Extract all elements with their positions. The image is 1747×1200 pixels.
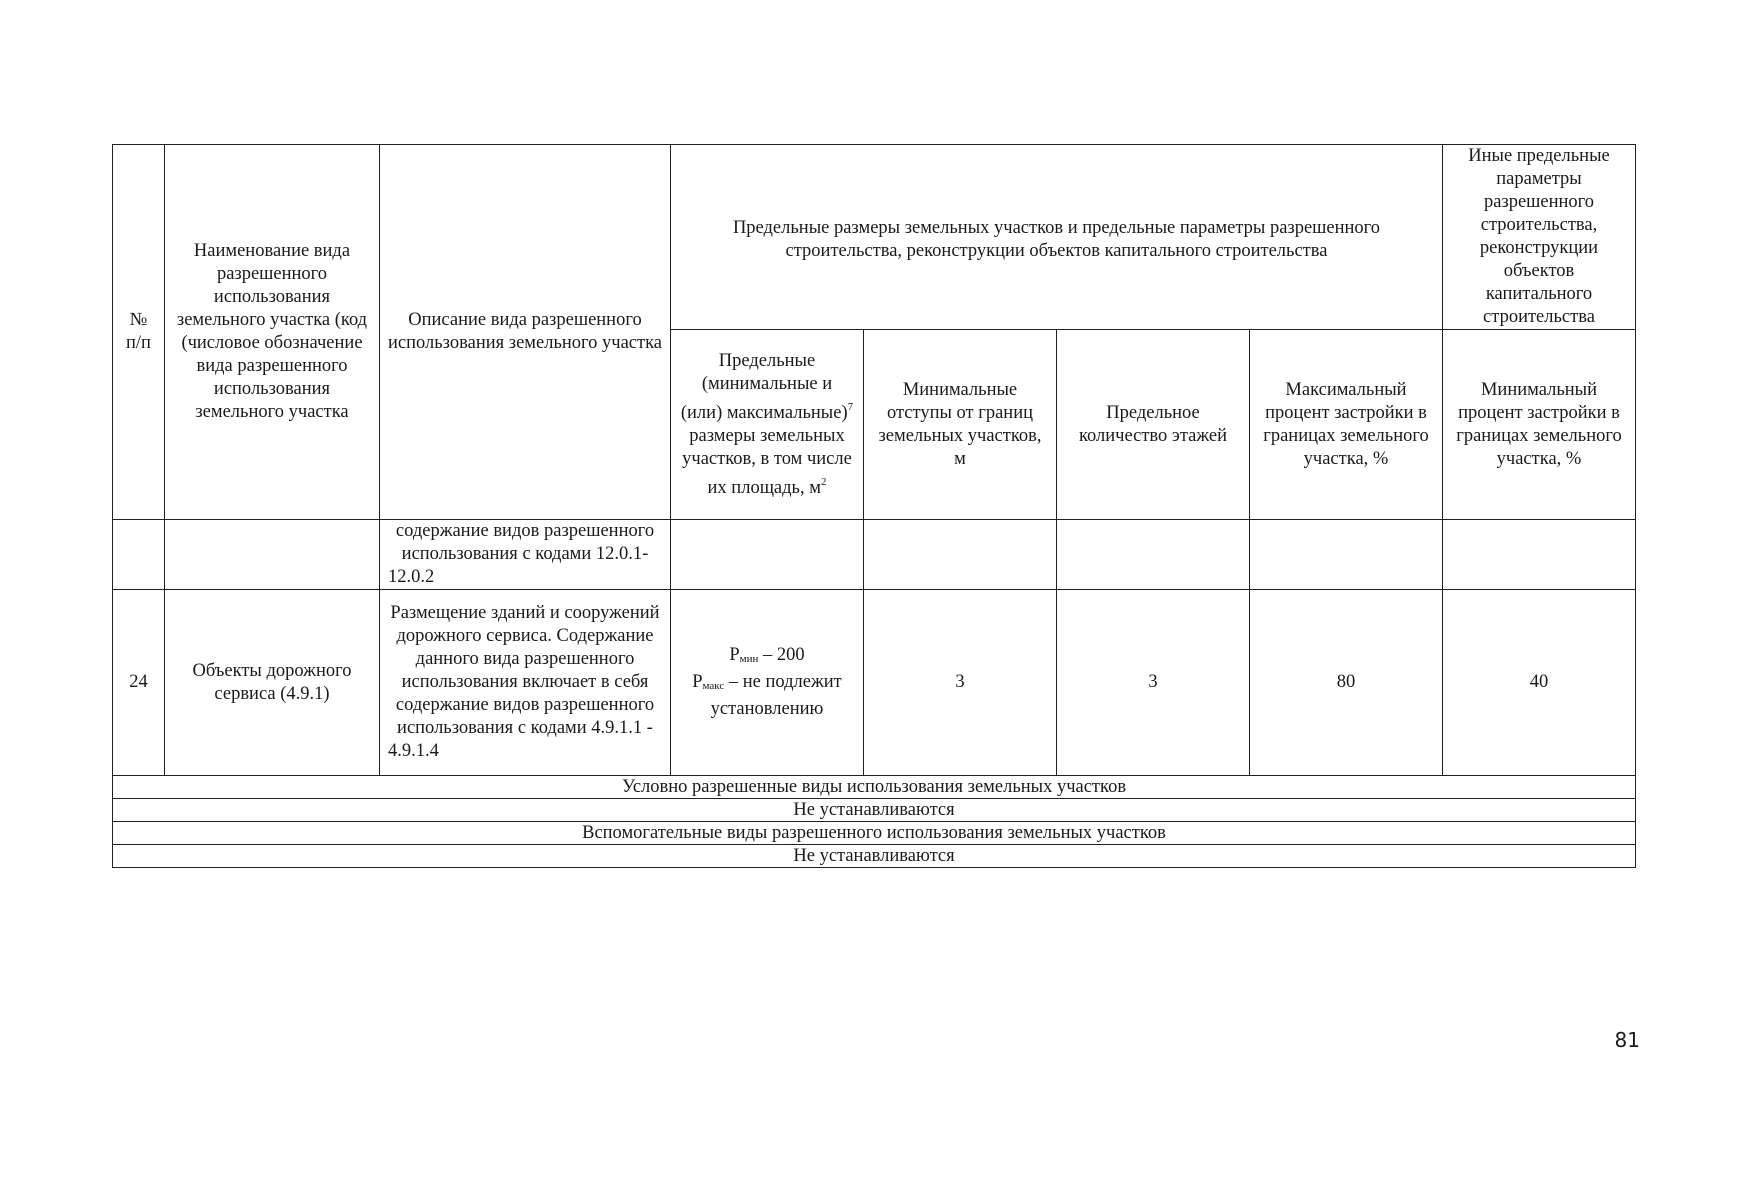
section-auxiliary-value: Не устанавливаются xyxy=(113,845,1636,868)
section-conditional-title-row xyxy=(113,776,1636,799)
header-description: Описание вида разрешенного использования земельного участка xyxy=(380,145,671,520)
section-auxiliary-title-row xyxy=(113,822,1636,845)
row24-setback: 3 xyxy=(864,590,1057,776)
table-row-24 xyxy=(113,590,1636,776)
row24-floors: 3 xyxy=(1057,590,1250,776)
header-sizes xyxy=(671,330,864,520)
row24-num: 24 xyxy=(113,590,165,776)
continuation-description: содержание видов разрешенного использования с кодами 12.0.1-12.0.2 xyxy=(380,520,671,590)
header-floors: Предельное количество этажей xyxy=(1057,330,1250,520)
header-max-percent: Максимальный процент застройки в границах земельного участка, % xyxy=(1250,330,1443,520)
section-conditional-value: Не устанавливаются xyxy=(113,799,1636,822)
regulations-table xyxy=(112,144,1636,868)
table-row-continuation xyxy=(113,520,1636,590)
row24-name: Объекты дорожного сервиса (4.9.1) xyxy=(165,590,380,776)
header-row-1 xyxy=(113,145,1636,330)
header-min-percent: Минимальный процент застройки в границах земельного участка, % xyxy=(1443,330,1636,520)
header-limits-group: Предельные размеры земельных участков и предельные параметры разрешенного строительства, реконструкции объектов капитального строительства xyxy=(671,145,1443,330)
row24-size-min: Рмин – 200 xyxy=(729,645,805,665)
header-sizes-unit-sup: 2 xyxy=(820,475,827,488)
section-conditional-value-row xyxy=(113,799,1636,822)
row24-sizes xyxy=(671,590,864,776)
section-auxiliary-value-row xyxy=(113,845,1636,868)
header-name: Наименование вида разрешенного использования земельного участка (код (числовое обозначение вида разрешенного использования земельного участка xyxy=(165,145,380,520)
cell-empty xyxy=(113,520,165,590)
row24-size-max: Рмакс – не подлежит установлению xyxy=(692,672,842,719)
header-sizes-tail: размеры земельных участков, в том числе их площадь, м xyxy=(682,425,852,498)
page-number: 81 xyxy=(1614,1028,1640,1052)
cell-empty xyxy=(165,520,380,590)
row24-description: Размещение зданий и сооружений дорожного сервиса. Содержание данного вида разрешенного использования включает в себя содержание видов разрешенного использования с кодами 4.9.1.1 - 4.9.1.4 xyxy=(380,590,671,776)
section-conditional-title: Условно разрешенные виды использования земельных участков xyxy=(113,776,1636,799)
row24-max-percent: 80 xyxy=(1250,590,1443,776)
header-sizes-footnote: 7 xyxy=(847,400,854,413)
cell-empty xyxy=(1443,520,1636,590)
header-other-params: Иные предельные параметры разрешенного строительства, реконструкции объектов капитального строительства xyxy=(1443,145,1636,330)
cell-empty xyxy=(864,520,1057,590)
header-sizes-text: Предельные (минимальные и (или) максимальные) xyxy=(680,350,848,423)
header-num: № п/п xyxy=(113,145,165,520)
row24-min-percent: 40 xyxy=(1443,590,1636,776)
header-setbacks: Минимальные отступы от границ земельных участков, м xyxy=(864,330,1057,520)
cell-empty xyxy=(1250,520,1443,590)
cell-empty xyxy=(1057,520,1250,590)
section-auxiliary-title: Вспомогательные виды разрешенного использования земельных участков xyxy=(113,822,1636,845)
cell-empty xyxy=(671,520,864,590)
